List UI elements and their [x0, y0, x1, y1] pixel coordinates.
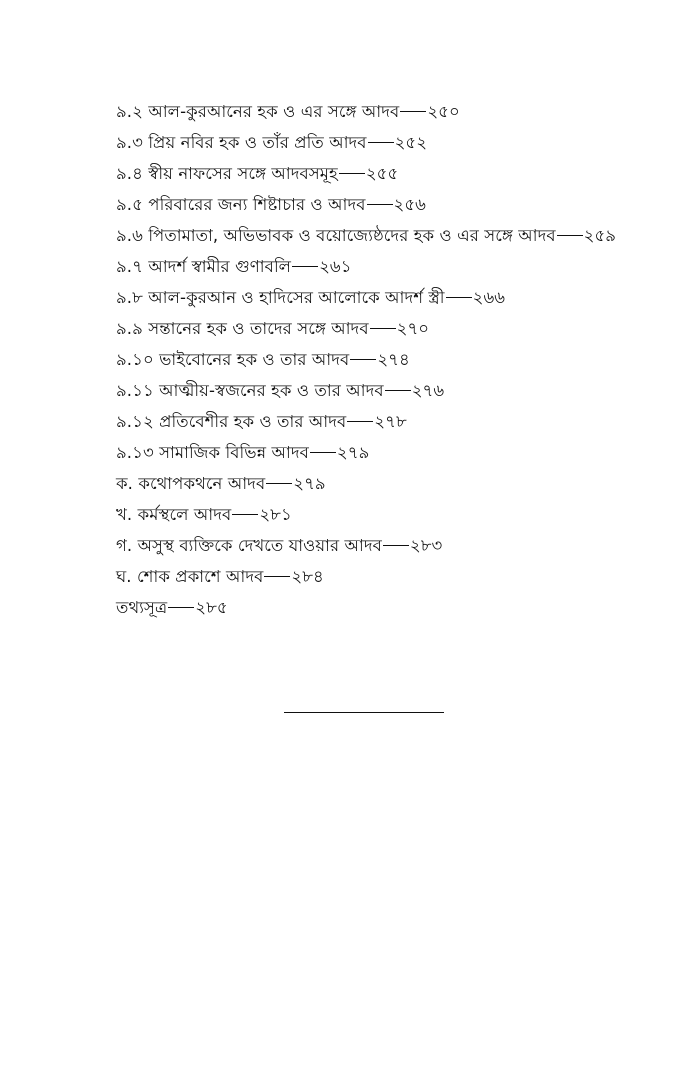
toc-entry-label: ৯.৪ স্বীয় নাফসের সঙ্গে আদবসমূহ	[116, 164, 338, 183]
toc-entry	[116, 344, 676, 375]
toc-dash	[266, 483, 292, 484]
toc-entry	[116, 251, 676, 282]
toc-entry-label: গ. অসুস্থ ব্যক্তিকে দেখতে যাওয়ার আদব	[116, 536, 382, 555]
toc-entry-label: ৯.১৩ সামাজিক বিভিন্ন আদব	[116, 443, 309, 462]
table-of-contents	[116, 96, 676, 623]
toc-entry-page: ২৮৫	[195, 598, 228, 617]
toc-entry-label: ৯.৭ আদর্শ স্বামীর গুণাবলি	[116, 257, 292, 276]
toc-entry-label: ঘ. শোক প্রকাশে আদব	[116, 567, 264, 586]
toc-dash	[385, 390, 411, 391]
toc-dash	[168, 607, 194, 608]
toc-entry-label: ৯.৫ পরিবারের জন্য শিষ্টাচার ও আদব	[116, 195, 366, 214]
toc-entry	[116, 313, 676, 344]
toc-entry-page: ২৫৬	[393, 195, 426, 214]
toc-entry-page: ২৫২	[394, 133, 428, 152]
toc-dash	[350, 359, 376, 360]
toc-entry-page: ২৮৪	[291, 567, 324, 586]
toc-dash	[264, 576, 290, 577]
toc-entry	[116, 220, 676, 251]
toc-dash	[383, 545, 409, 546]
toc-dash	[400, 111, 426, 112]
toc-entry	[116, 375, 676, 406]
toc-entry-page: ২৫০	[427, 102, 460, 121]
toc-dash	[368, 142, 394, 143]
toc-entry	[116, 437, 676, 468]
toc-entry-page: ২৭৯	[336, 443, 370, 462]
toc-entry	[116, 592, 676, 623]
toc-entry	[116, 499, 676, 530]
toc-entry-label: ৯.৯ সন্তানের হক ও তাদের সঙ্গে আদব	[116, 319, 369, 338]
toc-entry-page: ২৭৮	[374, 412, 407, 431]
toc-dash	[370, 328, 396, 329]
toc-entry-page: ২৭০	[396, 319, 430, 338]
toc-entry	[116, 189, 676, 220]
toc-entry	[116, 406, 676, 437]
toc-entry-label: ৯.১০ ভাইবোনের হক ও তার আদব	[116, 350, 350, 369]
toc-dash	[339, 173, 365, 174]
toc-dash	[557, 235, 583, 236]
toc-entry-page: ২৭৬	[411, 381, 445, 400]
toc-dash	[347, 421, 373, 422]
toc-entry-page: ২৫৫	[365, 164, 399, 183]
toc-entry-page: ২৬১	[319, 257, 352, 276]
toc-entry-page: ২৫৯	[583, 226, 617, 245]
toc-dash	[446, 297, 472, 298]
toc-entry-page: ২৮৩	[409, 536, 443, 555]
toc-entry	[116, 127, 676, 158]
toc-entry-page: ২৭৯	[293, 474, 326, 493]
toc-entry-label: ৯.১২ প্রতিবেশীর হক ও তার আদব	[116, 412, 347, 431]
toc-entry-page: ২৬৬	[472, 288, 506, 307]
toc-entry-label: ৯.২ আল-কুরআনের হক ও এর সঙ্গে আদব	[116, 102, 400, 121]
toc-entry	[116, 530, 676, 561]
toc-dash	[367, 204, 393, 205]
toc-dash	[292, 266, 318, 267]
toc-entry-label: ৯.৩ প্রিয় নবির হক ও তাঁর প্রতি আদব	[116, 133, 367, 152]
toc-dash	[232, 514, 258, 515]
toc-entry-page: ২৮১	[259, 505, 292, 524]
toc-entry	[116, 158, 676, 189]
toc-dash	[310, 452, 336, 453]
toc-entry-label: ৯.৮ আল-কুরআন ও হাদিসের আলোকে আদর্শ স্ত্রী	[116, 288, 445, 307]
toc-entry-label: ৯.১১ আত্মীয়-স্বজনের হক ও তার আদব	[116, 381, 384, 400]
toc-entry-label: খ. কর্মস্থলে আদব	[116, 505, 232, 524]
toc-entry-page: ২৭৪	[377, 350, 410, 369]
toc-entry	[116, 282, 676, 313]
section-divider-rule	[284, 712, 444, 713]
toc-entry	[116, 96, 676, 127]
toc-entry	[116, 561, 676, 592]
toc-entry-label: তথ্যসূত্র	[116, 598, 168, 617]
toc-entry-label: ৯.৬ পিতামাতা, অভিভাবক ও বয়োজ্যেষ্ঠদের হক ও এর সঙ্গে আদব	[116, 226, 556, 245]
toc-entry-label: ক. কথোপকথনে আদব	[116, 474, 266, 493]
toc-entry	[116, 468, 676, 499]
